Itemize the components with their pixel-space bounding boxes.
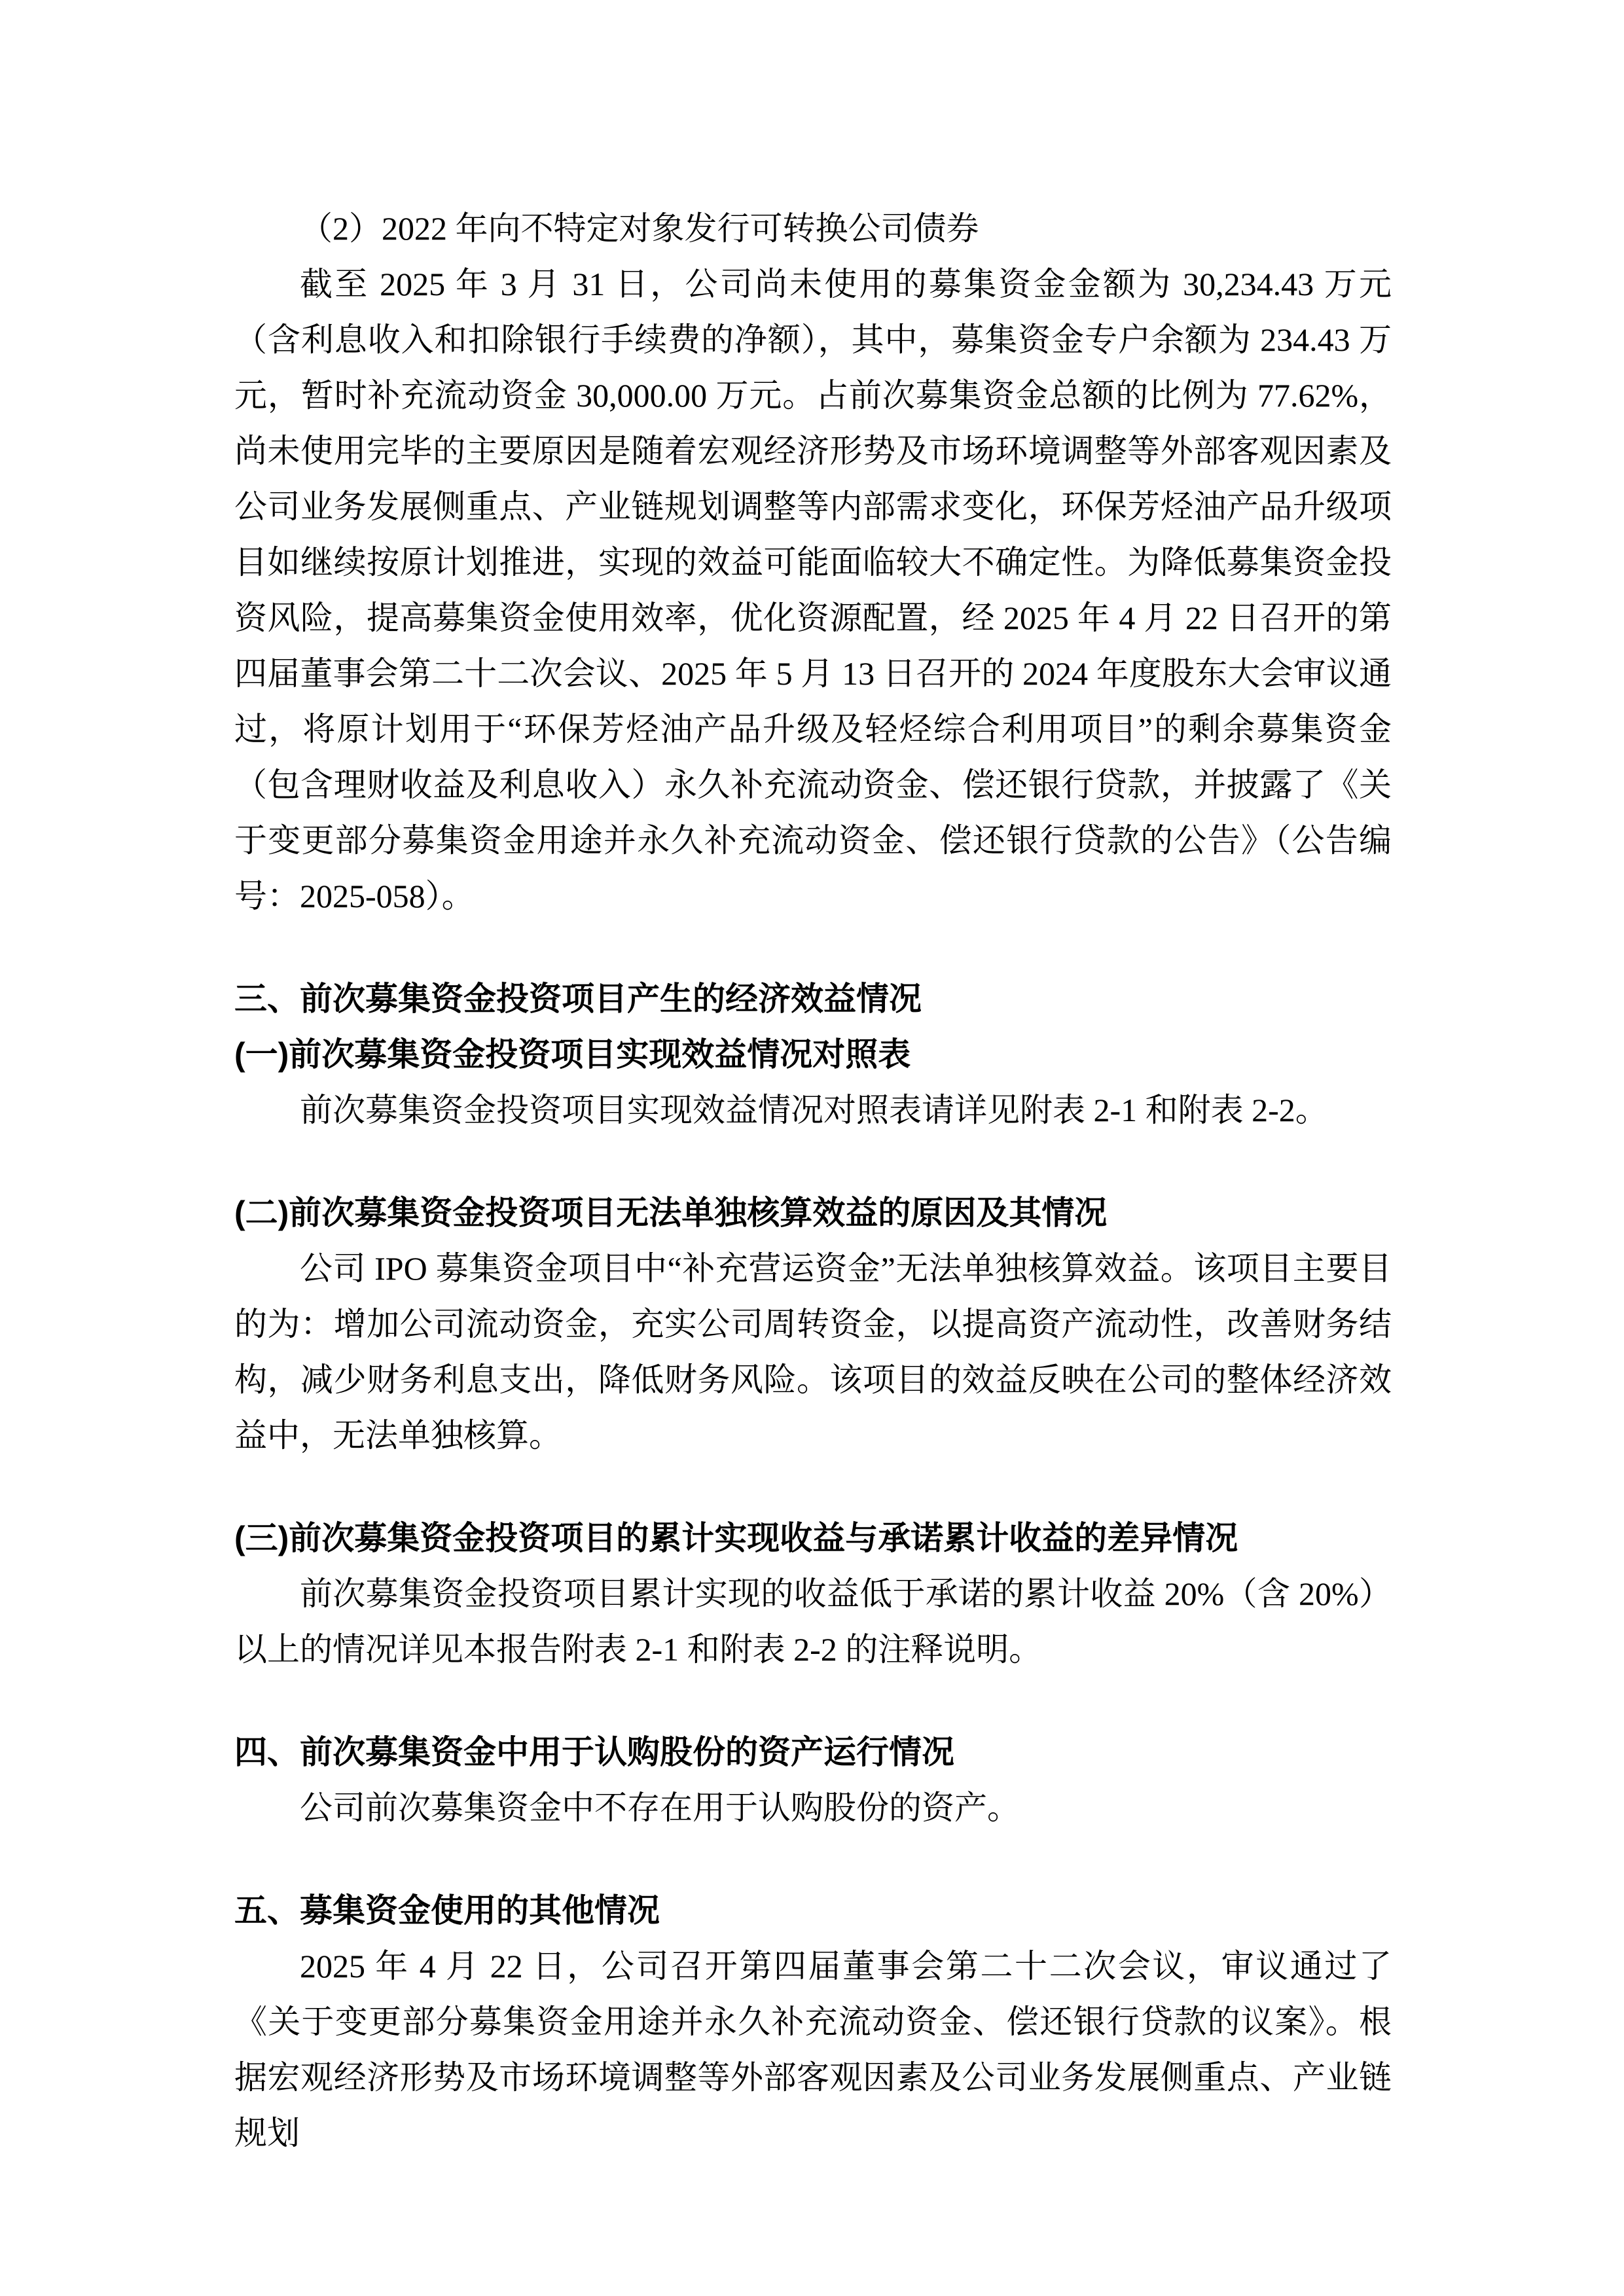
paragraph-subsection-title-convertible-bonds: （2）2022 年向不特定对象发行可转换公司债券 bbox=[300, 210, 979, 247]
paragraph-ipo-working-capital-explanation: 公司 IPO 募集资金项目中“补充营运资金”无法单独核算效益。该项目主要目的为：增加公司流动资金，充实公司周转资金，以提高资产流动性，改善财务结构，减少财务利息支出，降低财务风险。该项目的效益反映在公司的整体经济效益中，无法单独核算。 bbox=[234, 1250, 1392, 1454]
paragraph-income-below-commitment-note: 前次募集资金投资项目累计实现的收益低于承诺的累计收益 20%（含 20%）以上的情况详见本报告附表 2-1 和附表 2-2 的注释说明。 bbox=[234, 1575, 1392, 1668]
subsection-heading-3-3-cumulative-income-difference: (三)前次募集资金投资项目的累计实现收益与承诺累计收益的差异情况 bbox=[234, 1520, 1238, 1556]
paragraph-no-share-purchase-assets: 公司前次募集资金中不存在用于认购股份的资产。 bbox=[300, 1789, 1020, 1826]
subsection-heading-3-1-benefit-comparison-table: (一)前次募集资金投资项目实现效益情况对照表 bbox=[234, 1036, 911, 1073]
section-heading-5-other-fund-usage: 五、募集资金使用的其他情况 bbox=[234, 1892, 660, 1929]
paragraph-see-appendix-tables: 前次募集资金投资项目实现效益情况对照表请详见附表 2-1 和附表 2-2。 bbox=[300, 1092, 1328, 1128]
subsection-heading-3-2-unmeasurable-benefit-reason: (二)前次募集资金投资项目无法单独核算效益的原因及其情况 bbox=[234, 1194, 1108, 1231]
section-heading-3-economic-benefits: 三、前次募集资金投资项目产生的经济效益情况 bbox=[234, 980, 922, 1017]
section-heading-4-share-purchase-assets: 四、前次募集资金中用于认购股份的资产运行情况 bbox=[234, 1734, 954, 1770]
paragraph-board-meeting-resolution: 2025 年 4 月 22 日，公司召开第四届董事会第二十二次会议，审议通过了《关于变更部分募集资金用途并永久补充流动资金、偿还银行贷款的议案》。根据宏观经济形势及市场环境调整等外部客观因素及公司业务发展侧重点、产业链规划 bbox=[234, 1948, 1392, 2151]
paragraph-unused-funds-details: 截至 2025 年 3 月 31 日，公司尚未使用的募集资金金额为 30,234.43 万元（含利息收入和扣除银行手续费的净额），其中，募集资金专户余额为 234.43 万元，暂时补充流动资金 30,000.00 万元。占前次募集资金总额的比例为 77.62%，尚未使用完毕的主要原因是随着宏观经济形势及市场环境调整等外部客观因素及公司业务发展侧重点、产业链规划调整等内部需求变化，环保芳烃油产品升级项目如继续按原计划推进，实现的效益可能面临较大不确定性。为降低募集资金投资风险，提高募集资金使用效率，优化资源配置，经 2025 年 4 月 22 日召开的第四届董事会第二十二次会议、2025 年 5 月 13 日召开的 2024 年度股东大会审议通过，将原计划用于“环保芳烃油产品升级及轻烃综合利用项目”的剩余募集资金（包含理财收益及利息收入）永久补充流动资金、偿还银行贷款，并披露了《关于变更部分募集资金用途并永久补充流动资金、偿还银行贷款的公告》（公告编号：2025-058）。 bbox=[234, 266, 1392, 914]
